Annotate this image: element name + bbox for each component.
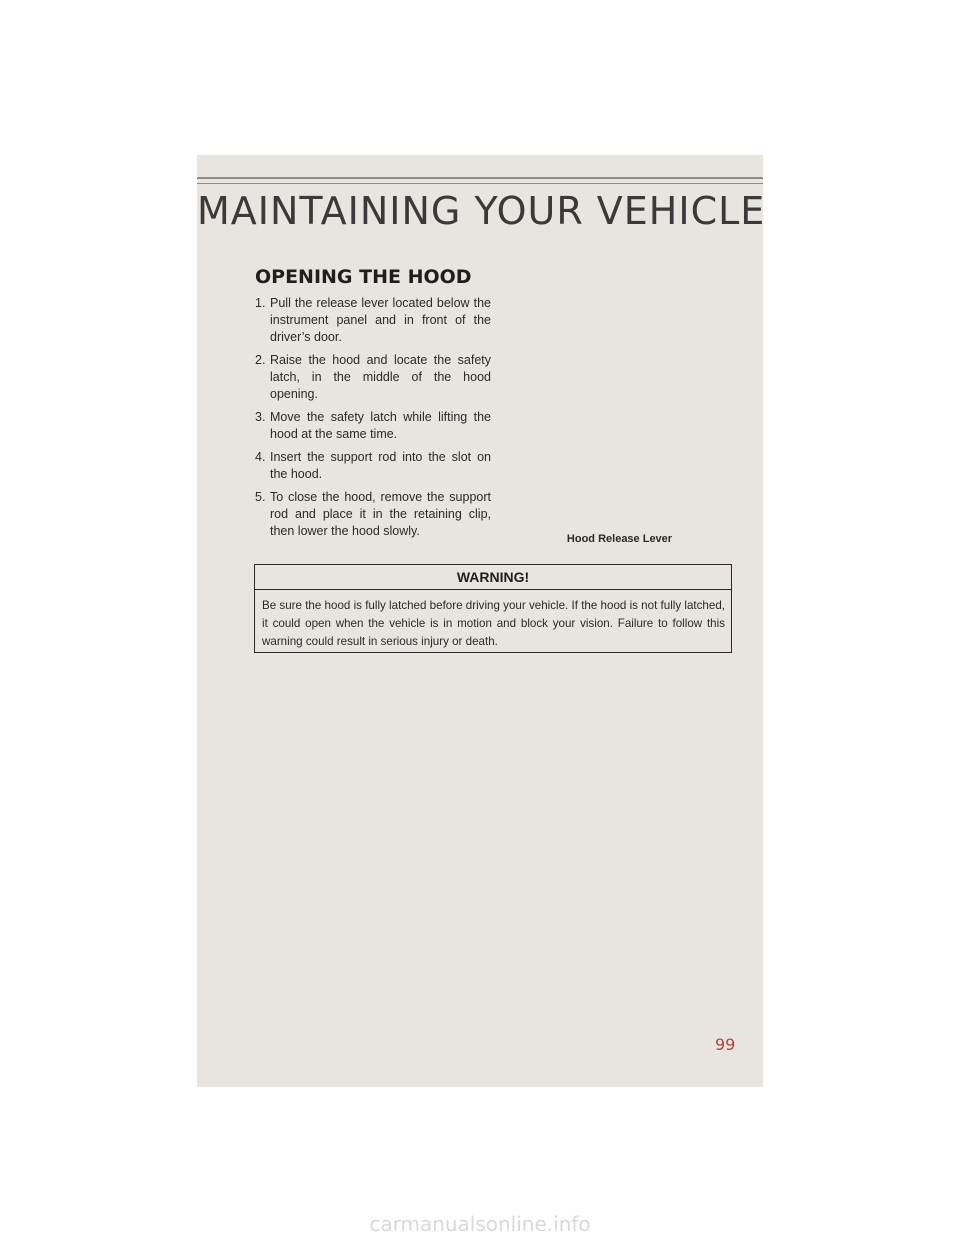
manual-page	[197, 155, 766, 1087]
step-text: Insert the support rod into the slot on the hood.	[270, 450, 491, 481]
warning-heading: WARNING!	[255, 565, 731, 590]
step-number: 1.	[255, 296, 266, 310]
warning-text: Be sure the hood is fully latched before driving your vehicle. If the hood is not fully latched, it could open when the vehicle is in motion and block your vision. Failure to follow this warning could result in serious injury or death.	[262, 599, 725, 648]
image-caption: Hood Release Lever	[566, 533, 673, 545]
step-text: Move the safety latch while lifting the hood at the same time.	[270, 410, 491, 441]
header-rule-bottom	[197, 183, 763, 184]
list-item	[255, 352, 491, 403]
list-item	[255, 489, 491, 540]
step-text: To close the hood, remove the support rod and place it in the retaining clip, then lower the hood slowly.	[270, 490, 491, 538]
warning-box	[254, 564, 732, 653]
chapter-title: MAINTAINING YOUR VEHICLE	[197, 189, 766, 233]
steps-list	[255, 295, 491, 546]
list-item	[255, 409, 491, 443]
step-number: 5.	[255, 490, 266, 504]
list-item	[255, 295, 491, 346]
step-number: 3.	[255, 410, 266, 424]
section-title: OPENING THE HOOD	[255, 266, 472, 288]
step-number: 4.	[255, 450, 266, 464]
step-number: 2.	[255, 353, 266, 367]
step-text: Raise the hood and locate the safety latch, in the middle of the hood opening.	[270, 353, 491, 401]
list-item	[255, 449, 491, 483]
watermark-text: carmanualsonline.info	[369, 1212, 591, 1236]
header-rule-top	[197, 177, 763, 179]
page-number: 99	[715, 1035, 736, 1054]
step-text: Pull the release lever located below the instrument panel and in front of the driver’s door.	[270, 296, 491, 344]
hood-release-lever-image	[502, 295, 737, 525]
